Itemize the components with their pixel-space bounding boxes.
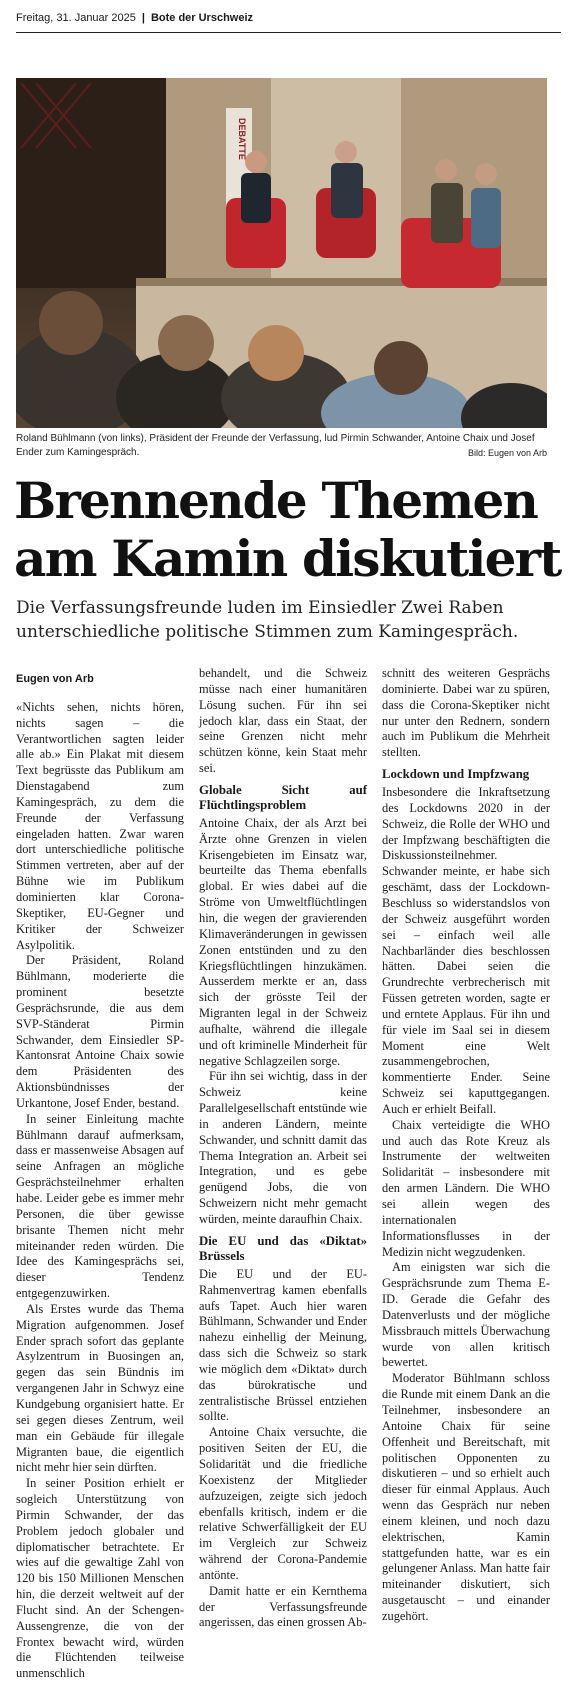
paragraph: Am einigsten war sich die Gesprächsrunde zum Thema E-ID. Gerade die Gefahr des Datenverlusts und der mögliche Missbrauch mittels Überwachung wurde von allen kritisch bewertet.	[382, 1260, 550, 1370]
paragraph: Chaix verteidigte die WHO und auch das Rote Kreuz als Instrumente der weltweiten Solidarität – insbesondere mit den armen Ländern. Die WHO sei allein wegen des internationalen Informationsflusses in der Medizin nicht wegzudenken.	[382, 1117, 550, 1259]
article-photo	[16, 78, 547, 428]
masthead	[16, 8, 561, 33]
paragraph: Für ihn sei wichtig, dass in der Schweiz keine Parallelgesellschaft entstünde wie in anderen Ländern, meinte Schwander, und schnitt damit das Thema Integration an. Arbeit sei Integration, und es gebe genügend Jobs, die von Schweizern nicht mehr gemacht würden, meinte daraufhin Chaix.	[199, 1069, 367, 1226]
caption-text: Roland Bühlmann (von links), Präsident der Freunde der Verfassung, lud Pirmin Schwander, Antoine Chaix und Josef Ender zum Kamingespräch.	[16, 433, 535, 458]
paragraph: Die EU und der EU-Rahmenvertrag kamen ebenfalls aufs Tapet. Auch hier waren Bühlmann, Schwander und Ender nahezu einhellig der Meinung, dass sich die Schweiz so stark wie möglich dem «Diktat» durch das bürokratische und zentralistische Brüssel entziehen sollte.	[199, 1266, 367, 1424]
subheading: Lockdown und Impfzwang	[382, 767, 530, 782]
paragraph: Als Erstes wurde das Thema Migration aufgenommen. Josef Ender sprach sofort das geplante Asylzentrum in Buosingen an, gegen das sein Bündnis im vergangenen Jahr in Schwyz eine Kundgebung organisiert hatte. Er sei gegen dieses Zentrum, weil man ein Gebäude für illegale Migranten baue, die eigentlich nicht mehr hier sein dürften.	[16, 1301, 184, 1475]
panel-discussion-photo	[16, 78, 547, 428]
subheading: Globale Sicht auf Flüchtlingsproblem	[199, 782, 367, 812]
subheading: Die EU und das «Diktat» Brüssels	[199, 1233, 367, 1263]
paragraph: behandelt, und die Schweiz müsse nach einer humanitären Lösung suchen. Für ihn sei jedoch klar, dass ein Staat, der seine Grenzen nicht mehr schützen könne, kein Staat mehr sei.	[199, 666, 367, 776]
paragraph: Damit hatte er ein Kernthema der Verfassungsfreunde angerissen, das einen grossen Ab-	[199, 1583, 367, 1630]
column-3	[382, 666, 550, 1625]
author-byline: Eugen von Arb	[16, 673, 94, 685]
photo-credit: Bild: Eugen von Arb	[467, 448, 547, 458]
headline: Brennende Themen am Kamin diskutiert	[14, 471, 561, 588]
paragraph: Insbesondere die Inkraftsetzung des Lockdowns 2020 in der Schweiz, die Rolle der WHO und der Impfzwang beschäftigten die Diskussionsteilnehmer. Schwander meinte, er habe sich geschämt, dass der Lockdown-Beschluss so widerstandslos von der Schweiz ausgeführt worden sei – einfach weil alle Nachbarländer dies beschlossen hätten. Dabei seien die Grundrechte verbrecherisch mit Füssen getreten worden, sagte er und erntete Applaus. Für ihn und für viele im Saal sei in diesem Moment eine Welt zusammengebrochen, kommentierte Ender. Seine Schweiz sei kaputtgegangen. Auch er erhielt Beifall.	[382, 785, 550, 1116]
banner-text: DEBATTE	[237, 118, 247, 160]
issue-date: Freitag, 31. Januar 2025	[16, 12, 136, 24]
masthead-separator: |	[141, 12, 145, 24]
paragraph: Moderator Bühlmann schloss die Runde mit einem Dank an die Teilnehmer, insbesondere an Antoine Chaix für seine Offenheit und Bereitschaft, mit politischen Opponenten zu diskutieren – und so erhielt auch dieser für einmal Applaus. Auch wenn das Gespräch nur neben einem kleinen, und noch dazu elektrischen, Kamin stattgefunden hatte, war es ein gelungener Anlass. Man hatte fair miteinander diskutiert, sich ausgetauscht – und einander zugehört.	[382, 1371, 550, 1623]
paragraph: «Nichts sehen, nichts hören, nichts sagen – die Verantwortlichen sagten leider alle ab.» Ein Plakat mit diesem Text begrüsste das Publikum am Dienstagabend zum Kamingespräch, zu dem die Freunde der Verfassung eingeladen hatten. Zwar waren dort unterschiedliche politische Stimmen vertreten, aber auf der Bühne wie im Publikum dominierten klar Corona-Skeptiker, EU-Gegner und Kritiker der Schweizer Asylpolitik.	[16, 699, 184, 952]
photo-caption	[16, 432, 547, 460]
paragraph: Antoine Chaix versuchte, die positiven Seiten der EU, die Solidarität und die friedliche Koexistenz der Mitglieder aufzuzeigen, zeigte sich jedoch ebenfalls kritisch, indem er die relative Schwerfälligkeit der EU im Vergleich zur Schweiz während der Corona-Pandemie antönte.	[199, 1425, 367, 1582]
paragraph: Der Präsident, Roland Bühlmann, moderierte die prominent besetzte Gesprächsrunde, die aus dem SVP-Ständerat Pirmin Schwander, dem Einsiedler SP-Kantonsrat Antoine Chaix sowie dem Präsidenten des Aktionsbündnisses der Urkantone, Josef Ender, bestand.	[16, 953, 184, 1110]
paragraph: In seiner Position erhielt er sogleich Unterstützung von Pirmin Schwander, der das Problem jedoch globaler und diplomatischer betrachtete. Er wies auf die gewaltige Zahl von 120 bis 150 Millionen Menschen hin, die derzeit weltweit auf der Flucht sind. An der Schengen-Aussengrenze, die von der Frontex bewacht wird, würden die Flüchtenden teilweise unmenschlich	[16, 1476, 184, 1681]
paragraph: In seiner Einleitung machte Bühlmann darauf aufmerksam, dass er massenweise Absagen auf seine Anfragen an mögliche Gesprächsteilnehmer erhalten habe. Leider gebe es immer mehr Personen, die über gewisse brisante Themen nicht mehr miteinander reden würden. Die Idee des Kamingesprächs sei, dieser Tendenz entgegenzuwirken.	[16, 1111, 184, 1301]
lead-paragraph: Die Verfassungsfreunde luden im Einsiedler Zwei Raben unterschiedliche politische Stimmen zum Kamingespräch.	[16, 598, 519, 642]
column-1	[16, 666, 184, 1682]
column-2	[199, 666, 367, 1631]
newspaper-name: Bote der Urschweiz	[150, 12, 254, 24]
paragraph: Antoine Chaix, der als Arzt bei Ärzte ohne Grenzen in vielen Krisengebieten im Einsatz war, beurteilte das Thema ebenfalls global. Er wies dabei auf die Ströme von Umweltflüchtlingen hin, die wegen der gravierenden Klimaveränderungen in gewissen Zonen entstünden und zu den Kriegsflüchtlingen hinzukämen. Ausserdem merkte er an, dass sich der grösste Teil der Migranten legal in der Schweiz aufhalte, während die illegale und oft kriminelle Minderheit für negative Schlagzeilen sorge.	[199, 815, 367, 1068]
paragraph: schnitt des weiteren Gesprächs dominierte. Dabei war zu spüren, dass die Corona-Skeptiker nicht nur unter den Rednern, sondern auch im Publikum die Mehrheit stellten.	[382, 666, 550, 760]
